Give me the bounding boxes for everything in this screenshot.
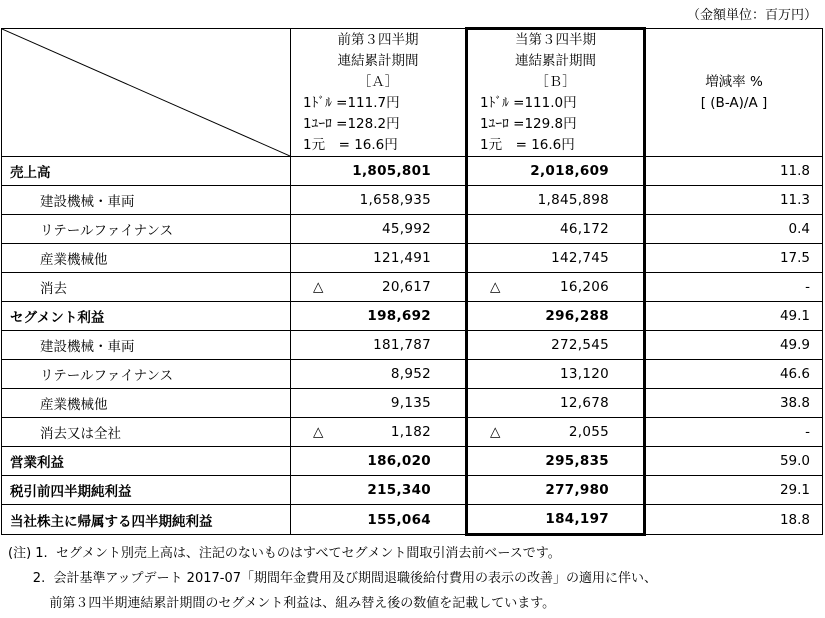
row-label: 消去又は全社 [2, 418, 291, 447]
current-period-value [467, 244, 645, 273]
table-row [2, 157, 823, 186]
unit-label: （金額単位：百万円） [686, 8, 817, 23]
value-text: 277,980 [545, 482, 609, 498]
table-row [2, 360, 823, 389]
prior-period-value [291, 360, 467, 389]
value-text: 1,845,898 [537, 192, 609, 208]
value-text: 45,992 [381, 221, 431, 237]
row-label: 売上高 [2, 157, 291, 186]
change-rate-value: 11.8 [645, 157, 823, 186]
current-period-value [467, 215, 645, 244]
change-rate-value: 11.3 [645, 186, 823, 215]
row-label: セグメント利益 [2, 302, 291, 331]
header-rate-line: 増減率 % [705, 73, 763, 90]
value-text: 181,787 [373, 337, 431, 353]
footnotes [8, 541, 657, 616]
row-label: 産業機械他 [2, 244, 291, 273]
value-text: 16,206 [559, 279, 609, 295]
header-current-period [467, 29, 645, 157]
diagonal-header-cell [2, 29, 291, 157]
value-text: 1,658,935 [359, 192, 431, 208]
prior-period-value [291, 215, 467, 244]
row-label: 建設機械・車両 [2, 331, 291, 360]
current-period-value [467, 360, 645, 389]
row-label: 営業利益 [2, 447, 291, 476]
current-period-value [467, 157, 645, 186]
header-a-fx-usd: 1ﾄﾞﾙ =111.7円 [303, 94, 400, 111]
change-rate-value: 0.4 [645, 215, 823, 244]
prior-period-value [291, 244, 467, 273]
header-b-line: 当第３四半期 [515, 32, 596, 48]
row-label: 建設機械・車両 [2, 186, 291, 215]
negative-triangle-icon: △ [490, 279, 501, 295]
value-text: 12,678 [559, 395, 609, 411]
current-period-value [467, 447, 645, 476]
footnote-2: 2. 会計基準アップデート 2017-07「期間年金費用及び期間退職後給付費用の表示の改善」の適用に伴い、 [8, 571, 658, 586]
table-row [2, 418, 823, 447]
value-text: 20,617 [381, 279, 431, 295]
value-text: 46,172 [559, 221, 609, 237]
current-period-value [467, 476, 645, 505]
value-text: 295,835 [545, 453, 609, 469]
negative-triangle-icon: △ [313, 279, 324, 295]
current-period-value [467, 389, 645, 418]
row-label: 当社株主に帰属する四半期純利益 [2, 505, 291, 535]
value-text: 272,545 [551, 337, 609, 353]
row-label: 消去 [2, 273, 291, 302]
current-period-value [467, 418, 645, 447]
current-period-value [467, 186, 645, 215]
change-rate-value: - [645, 273, 823, 302]
prior-period-value [291, 476, 467, 505]
footnote-2-cont: 前第３四半期連結累計期間のセグメント利益は、組み替え後の数値を記載しています。 [8, 596, 556, 611]
table-row [2, 447, 823, 476]
change-rate-value: 17.5 [645, 244, 823, 273]
row-label: リテールファイナンス [2, 360, 291, 389]
value-text: 2,018,609 [530, 163, 609, 179]
value-text: 8,952 [390, 366, 431, 382]
value-text: 2,055 [568, 424, 609, 440]
table-row [2, 273, 823, 302]
header-b-line: 連結累計期間 [515, 53, 596, 69]
negative-triangle-icon: △ [490, 424, 501, 440]
value-text: 9,135 [390, 395, 431, 411]
value-text: 296,288 [545, 308, 609, 324]
table-row [2, 215, 823, 244]
value-text: 215,340 [367, 482, 431, 498]
header-b-fx-usd: 1ﾄﾞﾙ =111.0円 [480, 95, 577, 111]
footnote-1: (注) 1. セグメント別売上高は、注記のないものはすべてセグメント間取引消去前ベースです。 [8, 546, 561, 561]
current-period-value [467, 273, 645, 302]
header-b-line: ［Ｂ］ [535, 74, 576, 90]
row-label: リテールファイナンス [2, 215, 291, 244]
current-period-value [467, 331, 645, 360]
header-a-fx-eur: 1ﾕｰﾛ =128.2円 [303, 115, 400, 132]
header-change-rate [645, 29, 823, 157]
change-rate-value: 46.6 [645, 360, 823, 389]
value-text: 184,197 [545, 511, 609, 527]
value-text: 155,064 [367, 511, 431, 528]
change-rate-value: 38.8 [645, 389, 823, 418]
prior-period-value [291, 186, 467, 215]
negative-triangle-icon: △ [313, 424, 324, 440]
table-row [2, 244, 823, 273]
prior-period-value [291, 389, 467, 418]
change-rate-value: 59.0 [645, 447, 823, 476]
header-prior-period [291, 29, 467, 157]
table-header-row [2, 29, 823, 157]
table-row [2, 331, 823, 360]
diagonal-line [2, 29, 290, 156]
prior-period-value [291, 447, 467, 476]
row-label: 税引前四半期純利益 [2, 476, 291, 505]
table-row [2, 186, 823, 215]
change-rate-value: 29.1 [645, 476, 823, 505]
change-rate-value: 49.9 [645, 331, 823, 360]
value-text: 121,491 [373, 250, 431, 266]
header-b-fx-cny: 1元 = 16.6円 [480, 137, 575, 153]
value-text: 186,020 [367, 453, 431, 469]
current-period-value [467, 505, 645, 535]
table-row [2, 302, 823, 331]
current-period-value [467, 302, 645, 331]
prior-period-value [291, 157, 467, 186]
table-row [2, 476, 823, 505]
change-rate-value: - [645, 418, 823, 447]
value-text: 142,745 [551, 250, 609, 266]
prior-period-value [291, 505, 467, 535]
header-rate-line: [ (B-A)/A ] [700, 94, 768, 111]
header-a-line: ［Ａ］ [357, 73, 399, 90]
prior-period-value [291, 331, 467, 360]
row-label: 産業機械他 [2, 389, 291, 418]
financial-table [1, 27, 823, 536]
table-row [2, 389, 823, 418]
table-row [2, 505, 823, 535]
header-a-line: 前第３四半期 [337, 31, 419, 48]
header-b-fx-eur: 1ﾕｰﾛ =129.8円 [480, 116, 577, 132]
value-text: 198,692 [367, 308, 431, 324]
prior-period-value [291, 273, 467, 302]
value-text: 1,805,801 [352, 163, 431, 179]
value-text: 13,120 [559, 366, 609, 382]
header-a-fx-cny: 1元 = 16.6円 [303, 136, 398, 153]
header-a-line: 連結累計期間 [337, 52, 419, 69]
change-rate-value: 18.8 [645, 505, 823, 535]
value-text: 1,182 [390, 424, 431, 440]
prior-period-value [291, 302, 467, 331]
change-rate-value: 49.1 [645, 302, 823, 331]
prior-period-value [291, 418, 467, 447]
